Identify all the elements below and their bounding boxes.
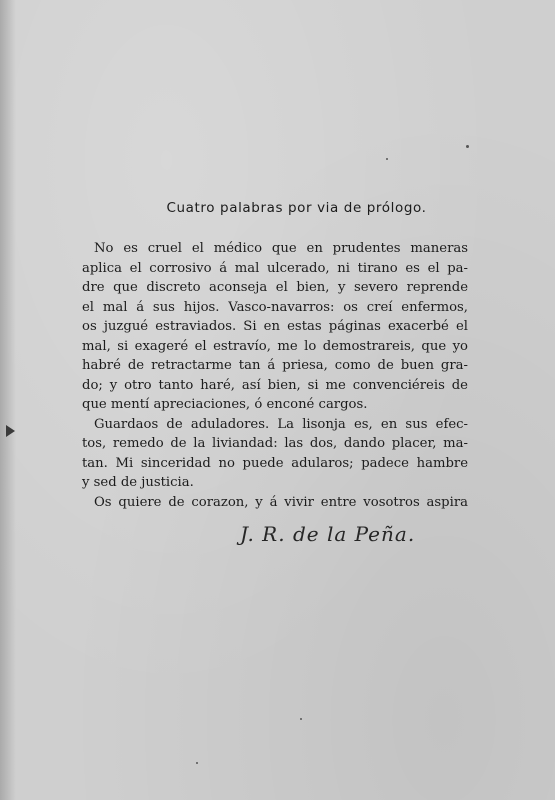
text-line: No es cruel el médico que en prudentes maneras: [94, 241, 468, 256]
prologue-heading: Cuatro palabras por via de prólogo.: [166, 200, 427, 216]
prologue-body: [82, 239, 468, 512]
ink-speck: [196, 762, 198, 764]
ink-speck: [466, 145, 469, 148]
ink-speck: [300, 718, 302, 720]
margin-mark: [6, 425, 15, 437]
author-signature: J. R. de la Peña.: [240, 522, 416, 546]
text-line: habré de retractarme tan á priesa, como de buen gra-: [82, 358, 468, 373]
text-line: el mal á sus hijos. Vasco-navarros: os creí enfermos,: [82, 299, 468, 315]
ink-speck: [386, 158, 388, 160]
text-line: Os quiere de corazon, y á vivir entre vosotros aspira: [94, 494, 468, 510]
text-line: dre que discreto aconseja el bien, y severo reprende: [82, 280, 468, 295]
text-line: tos, remedo de la liviandad: las dos, dando placer, ma-: [82, 436, 468, 451]
text-line: tan. Mi sinceridad no puede adularos; padece hambre: [82, 455, 468, 471]
text-line: que mentí apreciaciones, ó enconé cargos.: [82, 397, 368, 412]
text-line: Guardaos de aduladores. La lisonja es, en sus efec-: [94, 416, 468, 432]
page-edge-shadow: [0, 0, 16, 800]
text-line: mal, si exageré el estravío, me lo demostrareis, que yo: [82, 338, 468, 354]
text-line: aplica el corrosivo á mal ulcerado, ni tirano es el pa-: [82, 260, 468, 276]
text-line: y sed de justicia.: [82, 475, 194, 490]
text-line: os juzgué estraviados. Si en estas páginas exacerbé el: [82, 319, 468, 334]
text-line: do; y otro tanto haré, así bien, si me convenciéreis de: [82, 377, 468, 393]
